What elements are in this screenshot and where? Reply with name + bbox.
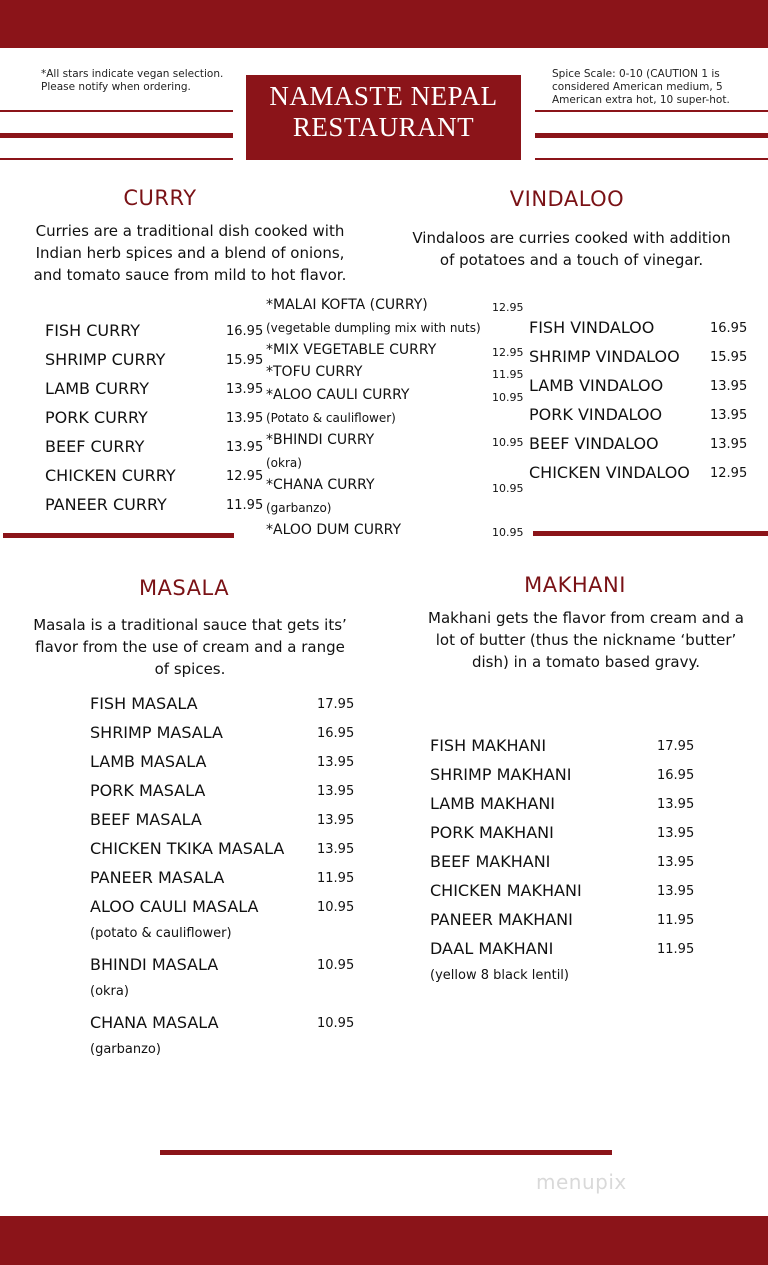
vegan-item-price: 12.95: [492, 346, 524, 359]
curry-item-price: 13.95: [226, 440, 264, 455]
makhani-item-name: PORK MAKHANI: [430, 823, 554, 842]
masala-item-name: SHRIMP MASALA: [90, 723, 223, 742]
masala-item-name: BEEF MASALA: [90, 810, 202, 829]
curry-title: CURRY: [123, 186, 197, 210]
masala-item-note: (okra): [90, 984, 129, 999]
vindaloo-item-price: 16.95: [710, 321, 748, 336]
curry-item-name: PANEER CURRY: [45, 495, 167, 514]
vegan-item-price: 10.95: [492, 391, 524, 404]
curry-item-name: SHRIMP CURRY: [45, 350, 166, 369]
masala-item-name: BHINDI MASALA: [90, 955, 219, 974]
vindaloo-desc-line1: Vindaloos are curries cooked with addition: [412, 229, 731, 247]
makhani-item-price: 11.95: [657, 913, 695, 928]
makhani-desc-line2: lot of butter (thus the nickname ‘butter’: [435, 631, 737, 649]
vegan-item-name: *ALOO CAULI CURRY: [266, 387, 410, 403]
makhani-title: MAKHANI: [524, 573, 626, 597]
header-rule-right-2: [535, 133, 768, 138]
vegan-item-name: *CHANA CURRY: [266, 477, 375, 493]
curry-item-price: 13.95: [226, 382, 264, 397]
makhani-item-price: 13.95: [657, 855, 695, 870]
curry-item-name: CHICKEN CURRY: [45, 466, 176, 485]
curry-desc-line2: Indian herb spices and a blend of onions,: [35, 244, 345, 262]
curry-item-name: PORK CURRY: [45, 408, 148, 427]
curry-item-price: 13.95: [226, 411, 264, 426]
vegan-item-note: (garbanzo): [266, 501, 332, 515]
makhani-item-name: DAAL MAKHANI: [430, 939, 554, 958]
curry-desc-line1: Curries are a traditional dish cooked with: [35, 222, 345, 240]
vindaloo-desc-line2: of potatoes and a touch of vinegar.: [439, 251, 704, 269]
makhani-item-price: 17.95: [657, 739, 695, 754]
masala-item-price: 13.95: [317, 813, 355, 828]
vindaloo-item-price: 13.95: [710, 408, 748, 423]
masala-item-price: 10.95: [317, 1016, 355, 1031]
vegan-item-price: 10.95: [492, 526, 524, 539]
masala-item-price: 11.95: [317, 871, 355, 886]
vindaloo-item-name: LAMB VINDALOO: [529, 376, 664, 395]
makhani-item-name: CHICKEN MAKHANI: [430, 881, 582, 900]
makhani-item-price: 11.95: [657, 942, 695, 957]
title-line2: RESTAURANT: [292, 112, 475, 142]
vindaloo-item-name: BEEF VINDALOO: [529, 434, 659, 453]
vegan-item-price: 10.95: [492, 482, 524, 495]
makhani-description: [416, 607, 756, 673]
header-rule-right-3: [535, 158, 768, 160]
spice-note-line2: considered American medium, 5: [552, 81, 723, 93]
masala-item-note: (garbanzo): [90, 1042, 161, 1057]
masala-item-name: CHANA MASALA: [90, 1013, 219, 1032]
makhani-item-price: 16.95: [657, 768, 695, 783]
vegan-item-price: 12.95: [492, 301, 524, 314]
spice-scale-note: [552, 68, 730, 107]
section-divider-left: [3, 533, 234, 538]
masala-title: MASALA: [138, 576, 230, 600]
masala-item-name: ALOO CAULI MASALA: [90, 897, 259, 916]
vegan-item-name: *MALAI KOFTA (CURRY): [266, 297, 428, 313]
vindaloo-item-price: 13.95: [710, 379, 748, 394]
masala-item-name: PORK MASALA: [90, 781, 206, 800]
vindaloo-item-price: 13.95: [710, 437, 748, 452]
vindaloo-item-name: PORK VINDALOO: [529, 405, 663, 424]
makhani-item-price: 13.95: [657, 797, 695, 812]
masala-item-name: CHICKEN TKIKA MASALA: [90, 839, 285, 858]
header-rule-left-2: [0, 133, 233, 138]
watermark: menupix: [536, 1170, 627, 1194]
makhani-item-price: 13.95: [657, 826, 695, 841]
vegan-item-name: *ALOO DUM CURRY: [266, 522, 402, 538]
makhani-item-name: BEEF MAKHANI: [430, 852, 551, 871]
makhani-desc-line3: dish) in a tomato based gravy.: [471, 653, 701, 671]
header-rule-left-3: [0, 158, 233, 160]
masala-desc-line3: of spices.: [154, 660, 226, 678]
vegan-item-note: (Potato & cauliflower): [266, 411, 396, 425]
vindaloo-item-name: SHRIMP VINDALOO: [529, 347, 680, 366]
masala-item-name: FISH MASALA: [90, 694, 198, 713]
makhani-item-note: (yellow 8 black lentil): [430, 968, 569, 983]
vegan-item-name: *BHINDI CURRY: [266, 432, 375, 448]
masala-item-name: PANEER MASALA: [90, 868, 225, 887]
masala-item-price: 17.95: [317, 697, 355, 712]
masala-description: [20, 614, 360, 680]
vegan-item-name: *MIX VEGETABLE CURRY: [266, 342, 437, 358]
restaurant-title: [246, 75, 521, 160]
header-rule-right-1: [535, 110, 768, 112]
masala-item-price: 13.95: [317, 784, 355, 799]
masala-item-price: 10.95: [317, 900, 355, 915]
vegan-note-line2: Please notify when ordering.: [41, 81, 191, 93]
vindaloo-item-name: FISH VINDALOO: [529, 318, 655, 337]
vegan-item-price: 11.95: [492, 368, 524, 381]
vegan-item-price: 10.95: [492, 436, 524, 449]
makhani-item-name: PANEER MAKHANI: [430, 910, 573, 929]
masala-desc-line1: Masala is a traditional sauce that gets its’: [33, 616, 347, 634]
makhani-item-name: FISH MAKHANI: [430, 736, 547, 755]
curry-desc-line3: and tomato sauce from mild to hot flavor.: [33, 266, 347, 284]
vegan-item-note: (okra): [266, 456, 302, 470]
curry-item-name: LAMB CURRY: [45, 379, 149, 398]
vegan-note-line1: *All stars indicate vegan selection.: [41, 68, 224, 80]
curry-item-price: 11.95: [226, 498, 264, 513]
vindaloo-title: VINDALOO: [509, 187, 625, 211]
makhani-desc-line1: Makhani gets the flavor from cream and a: [428, 609, 744, 627]
header-rule-left-1: [0, 110, 233, 112]
top-band: [0, 0, 768, 48]
vindaloo-description: [400, 227, 743, 271]
vindaloo-item-price: 12.95: [710, 466, 748, 481]
masala-item-price: 16.95: [317, 726, 355, 741]
curry-item-name: FISH CURRY: [45, 321, 141, 340]
curry-item-price: 16.95: [226, 324, 264, 339]
curry-item-price: 15.95: [226, 353, 264, 368]
spice-note-line3: American extra hot, 10 super-hot.: [552, 94, 730, 106]
bottom-band: [0, 1216, 768, 1265]
curry-item-name: BEEF CURRY: [45, 437, 145, 456]
vegan-item-name: *TOFU CURRY: [266, 364, 363, 380]
vegan-item-note: (vegetable dumpling mix with nuts): [266, 321, 481, 335]
makhani-item-name: LAMB MAKHANI: [430, 794, 555, 813]
masala-item-price: 13.95: [317, 842, 355, 857]
makhani-item-price: 13.95: [657, 884, 695, 899]
masala-item-price: 13.95: [317, 755, 355, 770]
vindaloo-item-price: 15.95: [710, 350, 748, 365]
footer-divider: [160, 1150, 612, 1155]
vegan-note: [41, 68, 223, 94]
masala-desc-line2: flavor from the use of cream and a range: [35, 638, 345, 656]
masala-item-note: (potato & cauliflower): [90, 926, 232, 941]
curry-description: [20, 220, 360, 286]
curry-item-price: 12.95: [226, 469, 264, 484]
masala-item-name: LAMB MASALA: [90, 752, 207, 771]
makhani-item-name: SHRIMP MAKHANI: [430, 765, 572, 784]
section-divider-right: [533, 531, 768, 536]
vindaloo-item-name: CHICKEN VINDALOO: [529, 463, 690, 482]
masala-item-price: 10.95: [317, 958, 355, 973]
title-line1: NAMASTE NEPAL: [269, 81, 498, 111]
spice-note-line1: Spice Scale: 0-10 (CAUTION 1 is: [552, 68, 720, 80]
